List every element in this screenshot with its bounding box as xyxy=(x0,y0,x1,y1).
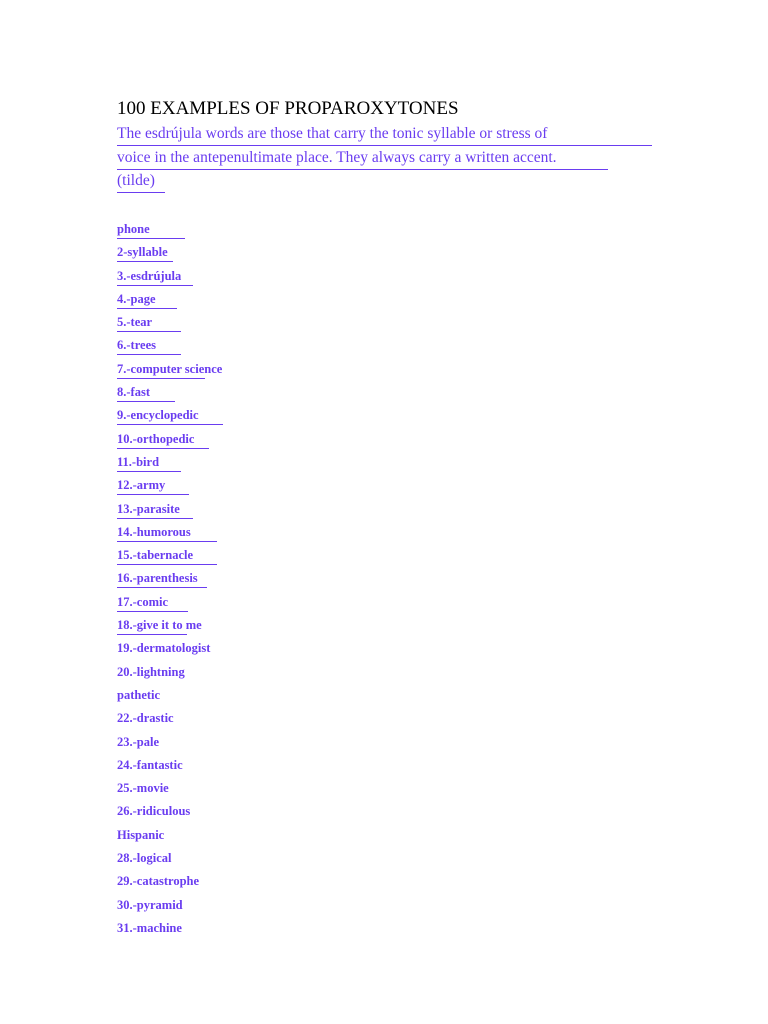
intro-line-text: The esdrújula words are those that carry the tonic syllable or stress of xyxy=(117,124,652,146)
list-item xyxy=(117,407,223,430)
list-item xyxy=(117,361,223,384)
list-item xyxy=(117,268,223,291)
list-item xyxy=(117,244,223,267)
list-item xyxy=(117,617,223,640)
list-item-text: pathetic xyxy=(117,687,161,702)
list-item-text: 23.-pale xyxy=(117,734,160,749)
list-item xyxy=(117,291,223,314)
list-item-text: 22.-drastic xyxy=(117,711,174,726)
list-item-text: 14.-humorous xyxy=(117,524,217,542)
list-item xyxy=(117,477,223,500)
list-item xyxy=(117,547,223,570)
list-item xyxy=(117,640,223,663)
list-item-text: 31.-machine xyxy=(117,920,182,935)
list-item xyxy=(117,897,223,920)
list-item xyxy=(117,920,223,943)
list-item-text: 8.-fast xyxy=(117,384,175,402)
intro-paragraph xyxy=(117,124,677,195)
list-item-text: 26.-ridiculous xyxy=(117,804,191,819)
list-item xyxy=(117,710,223,733)
list-item xyxy=(117,314,223,337)
list-item xyxy=(117,873,223,896)
intro-line xyxy=(117,148,677,172)
list-item xyxy=(117,337,223,360)
list-item-text: 4.-page xyxy=(117,291,177,309)
examples-list xyxy=(117,221,223,943)
list-item-text: 19.-dermatologist xyxy=(117,641,211,656)
list-item xyxy=(117,780,223,803)
list-item xyxy=(117,757,223,780)
list-item xyxy=(117,221,223,244)
list-item-text: 16.-parenthesis xyxy=(117,570,207,588)
list-item xyxy=(117,734,223,757)
page-title: 100 EXAMPLES OF PROPAROXYTONES xyxy=(117,98,459,119)
intro-line xyxy=(117,171,677,195)
list-item xyxy=(117,664,223,687)
list-item-text: 6.-trees xyxy=(117,337,181,355)
list-item-text: 28.-logical xyxy=(117,851,172,866)
list-item xyxy=(117,431,223,454)
list-item-text: 29.-catastrophe xyxy=(117,874,200,889)
list-item xyxy=(117,384,223,407)
list-item-text: 3.-esdrújula xyxy=(117,268,193,286)
list-item xyxy=(117,524,223,547)
list-item-text: 25.-movie xyxy=(117,781,169,796)
list-item-text: 30.-pyramid xyxy=(117,897,183,912)
intro-line-text: (tilde) xyxy=(117,171,165,193)
list-item-text: 2-syllable xyxy=(117,244,173,262)
list-item-text: 5.-tear xyxy=(117,314,181,332)
list-item xyxy=(117,594,223,617)
list-item xyxy=(117,570,223,593)
list-item-text: 10.-orthopedic xyxy=(117,431,209,449)
list-item-text: 13.-parasite xyxy=(117,501,193,519)
list-item-text: 18.-give it to me xyxy=(117,617,187,635)
list-item xyxy=(117,454,223,477)
list-item xyxy=(117,827,223,850)
list-item-text: 11.-bird xyxy=(117,454,181,472)
list-item-text: phone xyxy=(117,221,185,239)
intro-line-text: voice in the antepenultimate place. They always carry a written accent. xyxy=(117,148,608,170)
intro-line xyxy=(117,124,677,148)
list-item-text: 15.-tabernacle xyxy=(117,547,217,565)
list-item-text: 20.-lightning xyxy=(117,664,185,679)
list-item xyxy=(117,501,223,524)
list-item-text: 12.-army xyxy=(117,477,189,495)
list-item-text: 9.-encyclopedic xyxy=(117,407,223,425)
list-item xyxy=(117,687,223,710)
list-item xyxy=(117,850,223,873)
list-item-text: 17.-comic xyxy=(117,594,188,612)
list-item-text: Hispanic xyxy=(117,827,165,842)
list-item-text: 24.-fantastic xyxy=(117,757,183,772)
list-item xyxy=(117,803,223,826)
list-item-text: 7.-computer science xyxy=(117,361,205,379)
